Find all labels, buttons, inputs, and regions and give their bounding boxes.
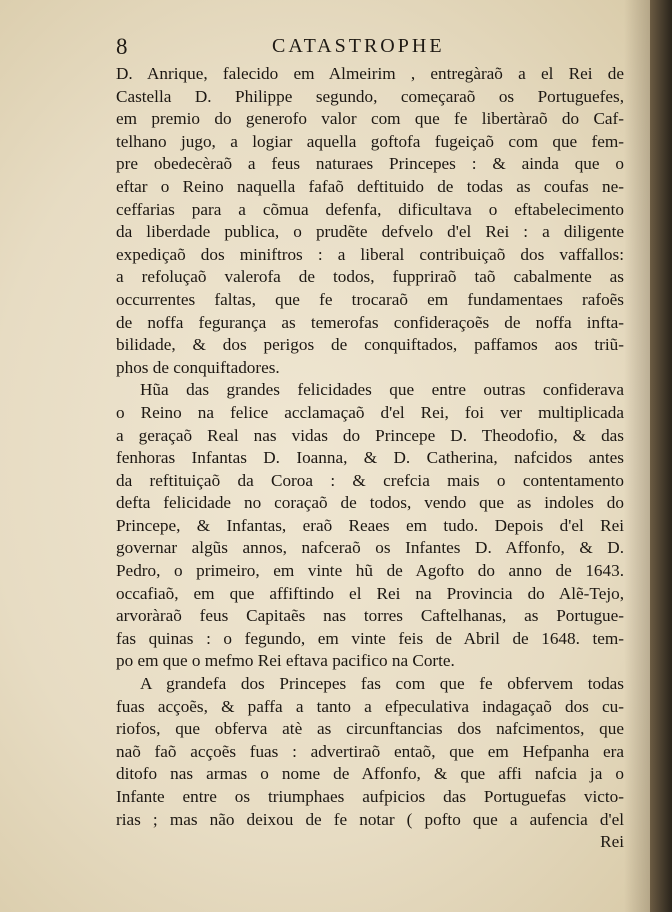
text-line: em premio do generofo valor com que fe libertàraõ do Caf- [116,109,624,129]
text-line: Pedro, o primeiro, em vinte hũ de Agofto do anno de 1643. [116,561,624,581]
book-spine-shadow [650,0,672,912]
text-line: naõ faõ acçoẽs fuas : advertiraõ entaõ, que em Hefpanha era [116,741,624,761]
body-text [116,63,624,854]
text-line: occurrentes faltas, que fe trocaraõ em fundamentaes rafoẽs [116,289,624,309]
text-line: governar algũs annos, nafceraõ os Infantes D. Affonfo, & D. [116,538,624,558]
text-line: po em que o mefmo Rei eftava pacifico na Corte. [116,651,455,671]
text-line: arvoràraõ feus Capitaẽs nas torres Caftelhanas, as Portugue- [116,606,624,626]
catchword: Rei [600,832,624,852]
text-line: a geraçaõ Real nas vidas do Princepe D. Theodofio, & das [116,425,624,445]
text-line: rias ; mas não deixou de fe notar ( pofto que a aufencia d'el [116,809,624,829]
text-line: phos de conquiftadores. [116,357,280,377]
text-line: a refoluçaõ valerofa de todos, fuppriraõ taõ cabalmente as [116,267,624,287]
running-head: CATASTROPHE [272,35,445,57]
text-line: expediçaõ dos miniftros : a liberal contribuiçaõ dos vaffallos: [116,244,624,264]
text-line: occafiaõ, em que affiftindo el Rei na Provincia do Alẽ-Tejo, [116,583,624,603]
text-line: fenhoras Infantas D. Ioanna, & D. Catherina, nafcidos antes [116,448,624,468]
text-line: eftar o Reino naquella fafaõ deftituido de todas as coufas ne- [116,176,624,196]
text-line: Princepe, & Infantas, eraõ Reaes em tudo. Depois d'el Rei [116,515,624,535]
text-line: D. Anrique, falecido em Almeirim , entregàraõ a el Rei de [116,64,624,83]
text-line: de noffa fegurança as temerofas confideraçoẽs de noffa infta- [116,312,624,332]
paragraph-start-line: Hũa das grandes felicidades que entre outras confiderava [140,380,624,400]
text-line: bilidade, & dos perigos de conquiftados, paffamos aos triũ- [116,335,624,355]
text-line: telhano jugo, a logiar aquella goftofa fugeiçaõ com que fem- [116,131,624,151]
text-line: o Reino na felice acclamaçaõ d'el Rei, foi ver multiplicada [116,402,624,422]
text-line: Infante entre os triumphaes aufpicios das Portuguefas victo- [116,787,624,806]
text-line: ditofo nas armas o nome de Affonfo, & que affi nafcia ja o [116,764,624,784]
page-number: 8 [116,34,128,59]
text-line: fuas acçoẽs, & paffa a tanto a efpeculativa indagaçaõ dos cu- [116,696,624,716]
text-line: ceffarias para a cõmua defenfa, dificultava o eftabelecimento [116,199,624,219]
text-line: da liberdade publica, o prudẽte defvelo d'el Rei : a diligente [116,222,624,242]
page-header [112,34,612,62]
text-line: fas quinas : o fegundo, em vinte feis de Abril de 1648. tem- [116,628,624,648]
text-line: da reftituiçaõ da Coroa : & crefcia mais o contentamento [116,470,624,490]
text-line: Castella D. Philippe segundo, começaraõ os Portuguefes, [116,86,624,106]
text-line: pre obedecèraõ a feus naturaes Princepes : & ainda que o [116,154,624,174]
text-line: defta felicidade no coraçaõ de todos, vendo que as indoles do [116,493,624,513]
text-line: riofos, que obferva atè as circunftancias dos nafcimentos, que [116,719,624,739]
paragraph-start-line: A grandefa dos Princepes fas com que fe obfervem todas [140,674,624,694]
